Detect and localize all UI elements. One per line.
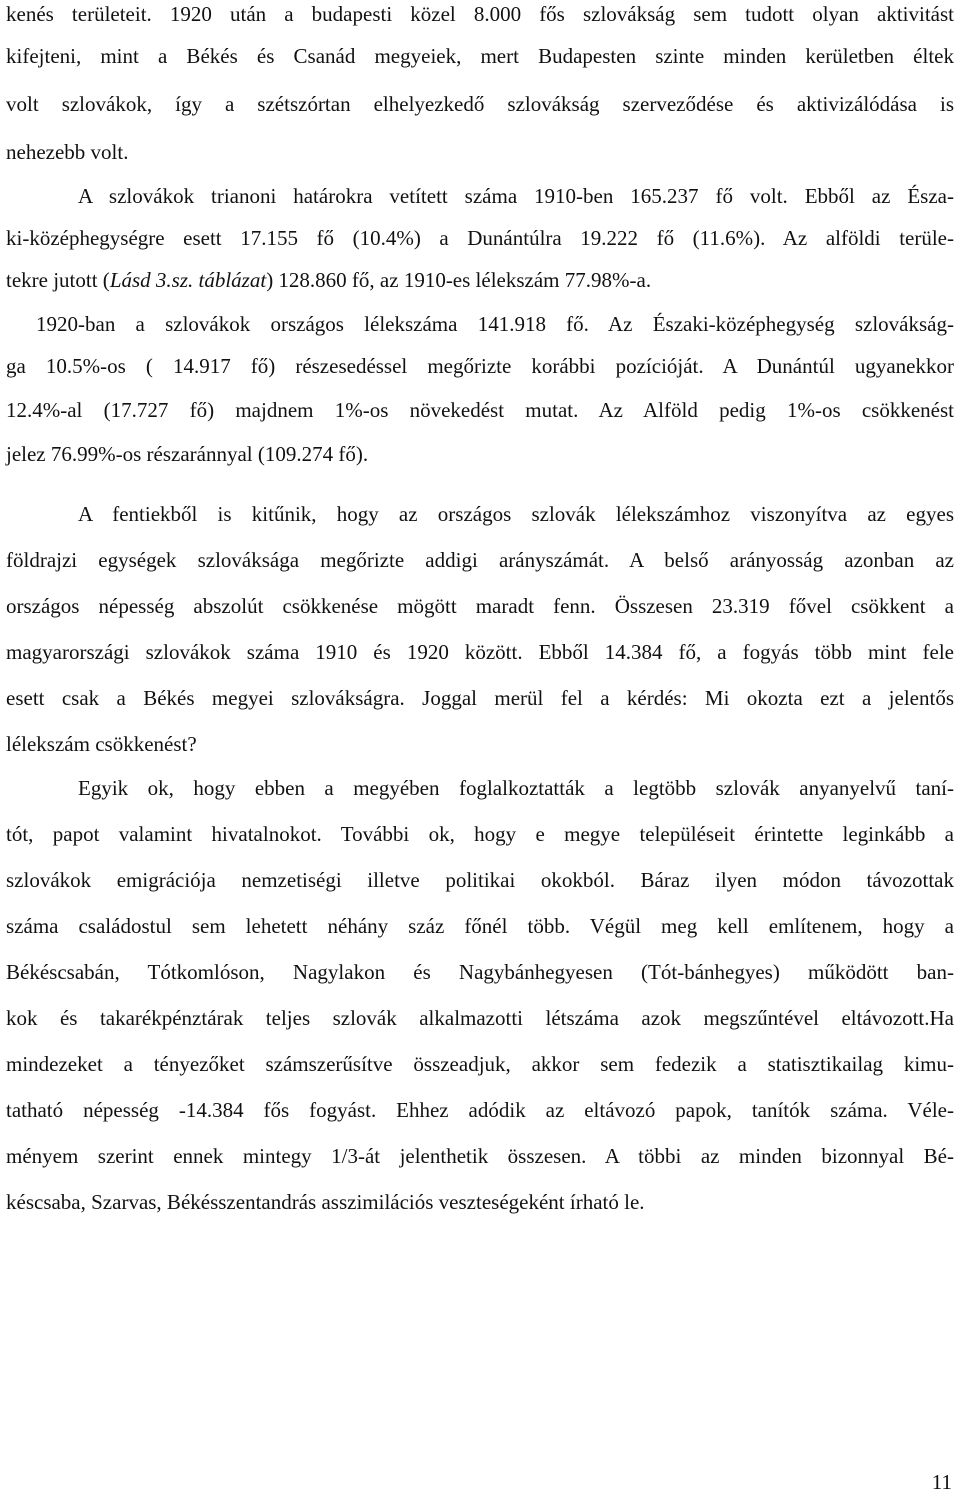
text-line: országos népesség abszolút csökkenése mögött maradt fenn. Összesen 23.319 fővel csökkent a: [6, 594, 954, 618]
text-line: tót, papot valamint hivatalnokot. További ok, hogy e megye településeit érintette leginkább a: [6, 822, 954, 846]
text-line: szlovákok emigrációja nemzetiségi illetve politikai okokból. Báraz ilyen módon távozottak: [6, 868, 954, 892]
text-line: nehezebb volt.: [6, 140, 129, 164]
text-line: mindezeket a tényezőket számszerűsítve összeadjuk, akkor sem fedezik a statisztikailag kimu-: [6, 1052, 954, 1076]
table-reference: Lásd 3.sz. táblázat: [109, 268, 267, 292]
text-line: [6, 270, 651, 291]
text-line: kifejteni, mint a Békés és Csanád megyeiek, mert Budapesten szinte minden kerületben éltek: [6, 44, 954, 68]
text-line: ki-középhegységre esett 17.155 fő (10.4%) a Dunántúlra 19.222 fő (11.6%). Az alföldi terüle-: [6, 226, 954, 250]
text-line: lélekszám csökkenést?: [6, 732, 197, 756]
text-line: Békéscsabán, Tótkomlóson, Nagylakon és Nagybánhegyesen (Tót-bánhegyes) működött ban-: [6, 960, 954, 984]
text-line: esett csak a Békés megyei szlovákságra. Joggal merül fel a kérdés: Mi okozta ezt a jelentős: [6, 686, 954, 710]
text-line: 12.4%-al (17.727 fő) majdnem 1%-os növekedést mutat. Az Alföld pedig 1%-os csökkenést: [6, 398, 954, 422]
page-number: 11: [931, 1470, 952, 1494]
text-line: volt szlovákok, így a szétszórtan elhelyezkedő szlovákság szerveződése és aktivizálódása is: [6, 92, 954, 116]
text-line: ga 10.5%-os ( 14.917 fő) részesedéssel megőrizte korábbi pozícióját. A Dunántúl ugyanekkor: [6, 354, 954, 378]
text-line: A szlovákok trianoni határokra vetített száma 1910-ben 165.237 fő volt. Ebből az Észa-: [78, 184, 954, 208]
text-line: száma családostul sem lehetett néhány száz főnél több. Végül meg kell említenem, hogy a: [6, 914, 954, 938]
text-line: magyarországi szlovákok száma 1910 és 1920 között. Ebből 14.384 fő, a fogyás több mint fele: [6, 640, 954, 664]
text-line: tatható népesség -14.384 fős fogyást. Ehhez adódik az eltávozó papok, tanítók száma. Véle-: [6, 1098, 954, 1122]
text-line: ményem szerint ennek mintegy 1/3-át jelenthetik összesen. A többi az minden bizonnyal Bé-: [6, 1144, 954, 1168]
text-line: jelez 76.99%-os részaránnyal (109.274 fő).: [6, 442, 369, 466]
text-line: késcsaba, Szarvas, Békésszentandrás asszimilációs veszteségeként írható le.: [6, 1190, 645, 1214]
text-line: kok és takarékpénztárak teljes szlovák alkalmazotti létszáma azok megszűntével eltávozott.Ha: [6, 1006, 954, 1030]
text-line: 1920-ban a szlovákok országos lélekszáma 141.918 fő. Az Északi-középhegység szlovákság-: [36, 312, 954, 336]
text-line: kenés területeit. 1920 után a budapesti közel 8.000 fős szlovákság sem tudott olyan aktivitást: [6, 2, 954, 26]
text-line: földrajzi egységek szlováksága megőrizte addigi arányszámát. A belső arányosság azonban az: [6, 548, 954, 572]
line-text: tekre jutott (: [6, 268, 110, 292]
text-line: Egyik ok, hogy ebben a megyében foglalkoztatták a legtöbb szlovák anyanyelvű taní-: [78, 776, 954, 800]
text-line: A fentiekből is kitűnik, hogy az országos szlovák lélekszámhoz viszonyítva az egyes: [78, 502, 954, 526]
line-text: ) 128.860 fő, az 1910-es lélekszám 77.98%-a.: [266, 268, 652, 292]
